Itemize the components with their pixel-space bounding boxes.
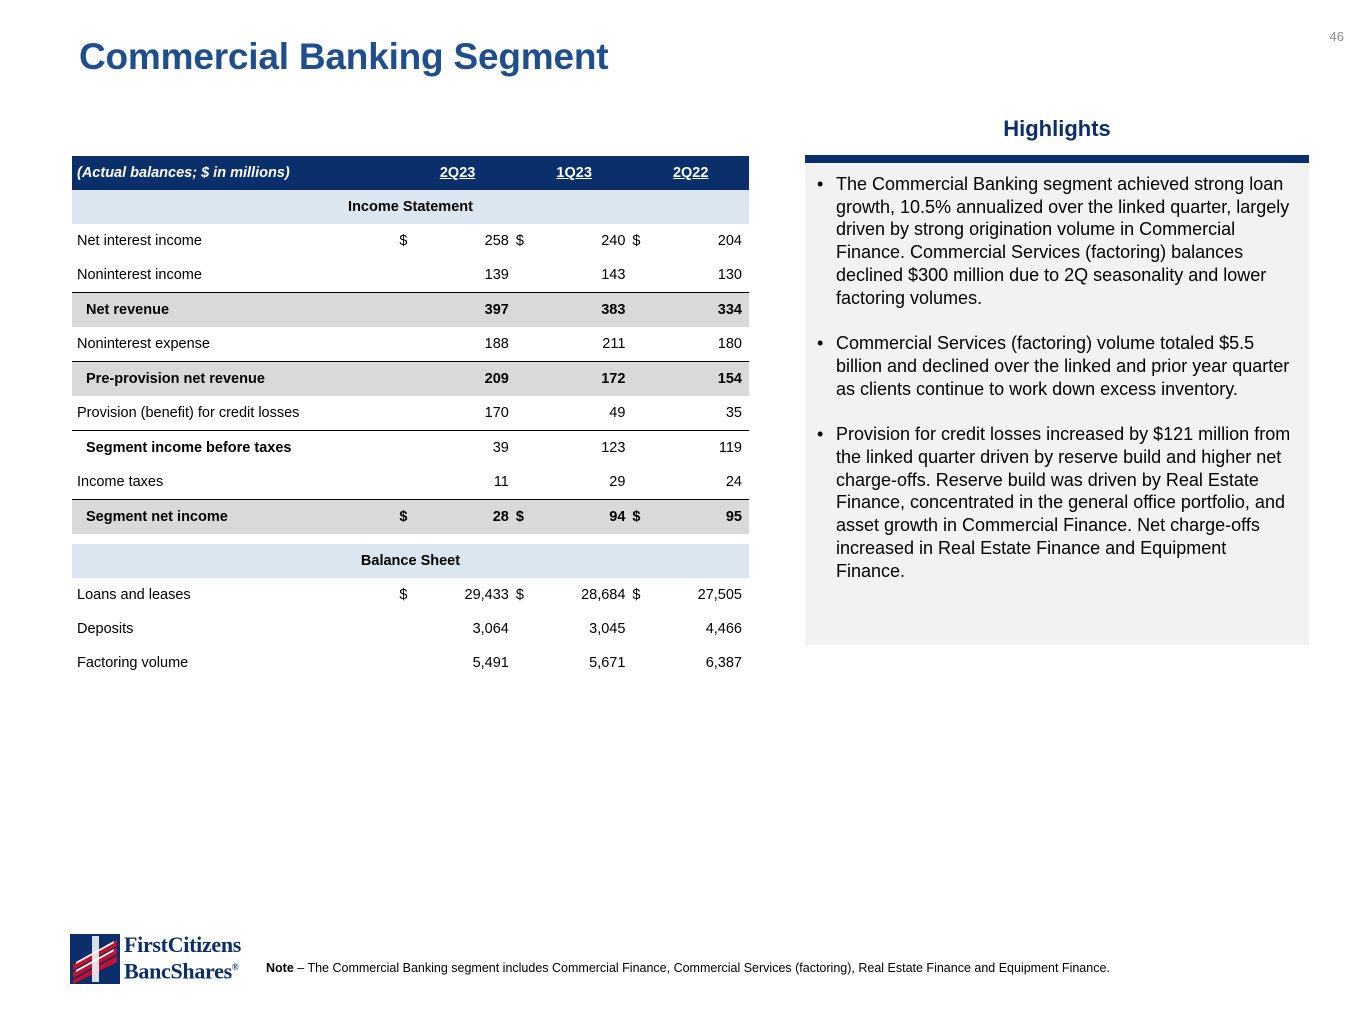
- footnote: [266, 961, 1110, 975]
- period-header: 2Q22: [632, 156, 749, 190]
- row-value: 39: [420, 431, 516, 466]
- total-row: [72, 500, 749, 535]
- highlight-text: The Commercial Banking segment achieved strong loan growth, 10.5% annualized over the linked quarter, largely driven by strong origination volume in Commercial Finance. Commercial Services (factoring) balances declined $300 million due to 2Q seasonality and lower factoring volumes.: [836, 174, 1290, 308]
- highlights-list: [805, 163, 1309, 582]
- units-label: (Actual balances; $ in millions): [72, 156, 399, 190]
- row-value: 139: [484, 267, 509, 283]
- row-value: 49: [609, 405, 626, 421]
- bullet-icon: •: [817, 174, 824, 194]
- table-row: [72, 224, 749, 258]
- financial-table: [72, 156, 749, 680]
- row-value: 130: [717, 267, 742, 283]
- table-row: [72, 578, 749, 612]
- currency-symbol: $: [632, 587, 641, 603]
- row-label: Net revenue: [72, 293, 399, 328]
- row-label: Provision (benefit) for credit losses: [77, 405, 300, 421]
- row-value: 27,505: [697, 587, 742, 603]
- currency-symbol: $: [632, 500, 652, 535]
- row-value: 94: [536, 500, 632, 535]
- row-label: Net interest income: [77, 233, 202, 249]
- row-value: 383: [536, 293, 632, 328]
- row-value: 204: [717, 233, 742, 249]
- row-label: Noninterest expense: [77, 336, 210, 352]
- currency-symbol: $: [516, 500, 536, 535]
- bullet-icon: •: [817, 333, 824, 354]
- currency-symbol: $: [399, 233, 408, 249]
- row-label: Noninterest income: [77, 267, 202, 283]
- page-title: Commercial Banking Segment: [79, 36, 609, 77]
- subtotal-row: [72, 293, 749, 328]
- logo-line-2: BancShares: [124, 958, 232, 984]
- flag-logo-icon: [70, 932, 122, 986]
- currency-symbol: $: [632, 233, 641, 249]
- period-header: 2Q23: [399, 156, 516, 190]
- table-row: [72, 258, 749, 293]
- registered-mark: ®: [231, 962, 239, 972]
- row-label: Segment income before taxes: [72, 431, 399, 466]
- row-value: 170: [484, 405, 509, 421]
- highlight-item: [817, 423, 1299, 582]
- balance-sheet-section: [72, 544, 749, 578]
- row-label: Deposits: [77, 621, 134, 637]
- highlights-panel: [805, 163, 1309, 645]
- table-row: [72, 612, 749, 646]
- row-value: 3,064: [472, 621, 509, 637]
- row-value: 154: [653, 362, 749, 397]
- table-row: [72, 465, 749, 500]
- note-label: Note: [266, 961, 294, 975]
- company-logo: [70, 932, 255, 988]
- row-value: 258: [484, 233, 509, 249]
- currency-symbol: $: [515, 233, 524, 249]
- row-value: 3,045: [589, 621, 626, 637]
- highlights-divider: [805, 155, 1309, 163]
- row-value: 28: [420, 500, 516, 535]
- row-value: 334: [653, 293, 749, 328]
- row-label: Income taxes: [77, 474, 164, 490]
- bullet-icon: •: [817, 424, 824, 445]
- highlight-item: [817, 332, 1299, 400]
- row-value: 240: [601, 233, 626, 249]
- currency-symbol: $: [515, 587, 524, 603]
- row-value: 123: [536, 431, 632, 466]
- row-value: 24: [725, 474, 742, 490]
- row-value: 5,671: [589, 655, 626, 671]
- row-value: 95: [653, 500, 749, 535]
- row-value: 11: [493, 474, 509, 490]
- row-value: 143: [601, 267, 626, 283]
- row-value: 209: [420, 362, 516, 397]
- highlight-text: Commercial Services (factoring) volume totaled $5.5 billion and declined over the linked and prior year quarter as clients continue to work down excess inventory.: [836, 333, 1290, 399]
- row-label: Segment net income: [72, 500, 399, 535]
- logo-line-1: FirstCitizens: [124, 932, 242, 957]
- income-statement-section: [72, 190, 749, 224]
- highlight-text: Provision for credit losses increased by $121 million from the linked quarter driven by reserve build and higher net charge-offs. Reserve build was driven by Real Estate Finance, concentrated in the general office portfolio, and asset growth in Commercial Finance. Net charge-offs increased in Real Estate Finance and Equipment Finance.: [836, 424, 1291, 581]
- row-value: 5,491: [472, 655, 509, 671]
- row-value: 29,433: [464, 587, 509, 603]
- row-value: 180: [717, 336, 742, 352]
- row-label: Factoring volume: [77, 655, 189, 671]
- table-row: [72, 327, 749, 362]
- logo-wordmark: [124, 933, 241, 982]
- row-value: 35: [725, 405, 742, 421]
- row-value: 188: [484, 336, 509, 352]
- highlight-item: [817, 173, 1299, 309]
- row-value: 6,387: [705, 655, 742, 671]
- table-header-row: [72, 156, 749, 190]
- row-value: 4,466: [705, 621, 742, 637]
- row-value: 28,684: [581, 587, 626, 603]
- highlights-title: Highlights: [1003, 116, 1111, 141]
- currency-symbol: $: [399, 587, 408, 603]
- page-number: 46: [1329, 29, 1344, 44]
- row-value: 119: [653, 431, 749, 466]
- period-header: 1Q23: [516, 156, 633, 190]
- row-value: 172: [536, 362, 632, 397]
- table-row: [72, 396, 749, 431]
- row-value: 211: [602, 336, 626, 352]
- section-label: Income Statement: [72, 190, 749, 224]
- currency-symbol: $: [399, 500, 419, 535]
- section-label: Balance Sheet: [72, 544, 749, 578]
- note-text: – The Commercial Banking segment includes Commercial Finance, Commercial Services (factoring), Real Estate Finance and Equipment Finance.: [293, 961, 1110, 975]
- table-row: [72, 646, 749, 680]
- subtotal-row: [72, 362, 749, 397]
- row-label: Pre-provision net revenue: [72, 362, 399, 397]
- row-value: 29: [609, 474, 626, 490]
- row-value: 397: [420, 293, 516, 328]
- table-row: [72, 431, 749, 466]
- row-label: Loans and leases: [77, 587, 191, 603]
